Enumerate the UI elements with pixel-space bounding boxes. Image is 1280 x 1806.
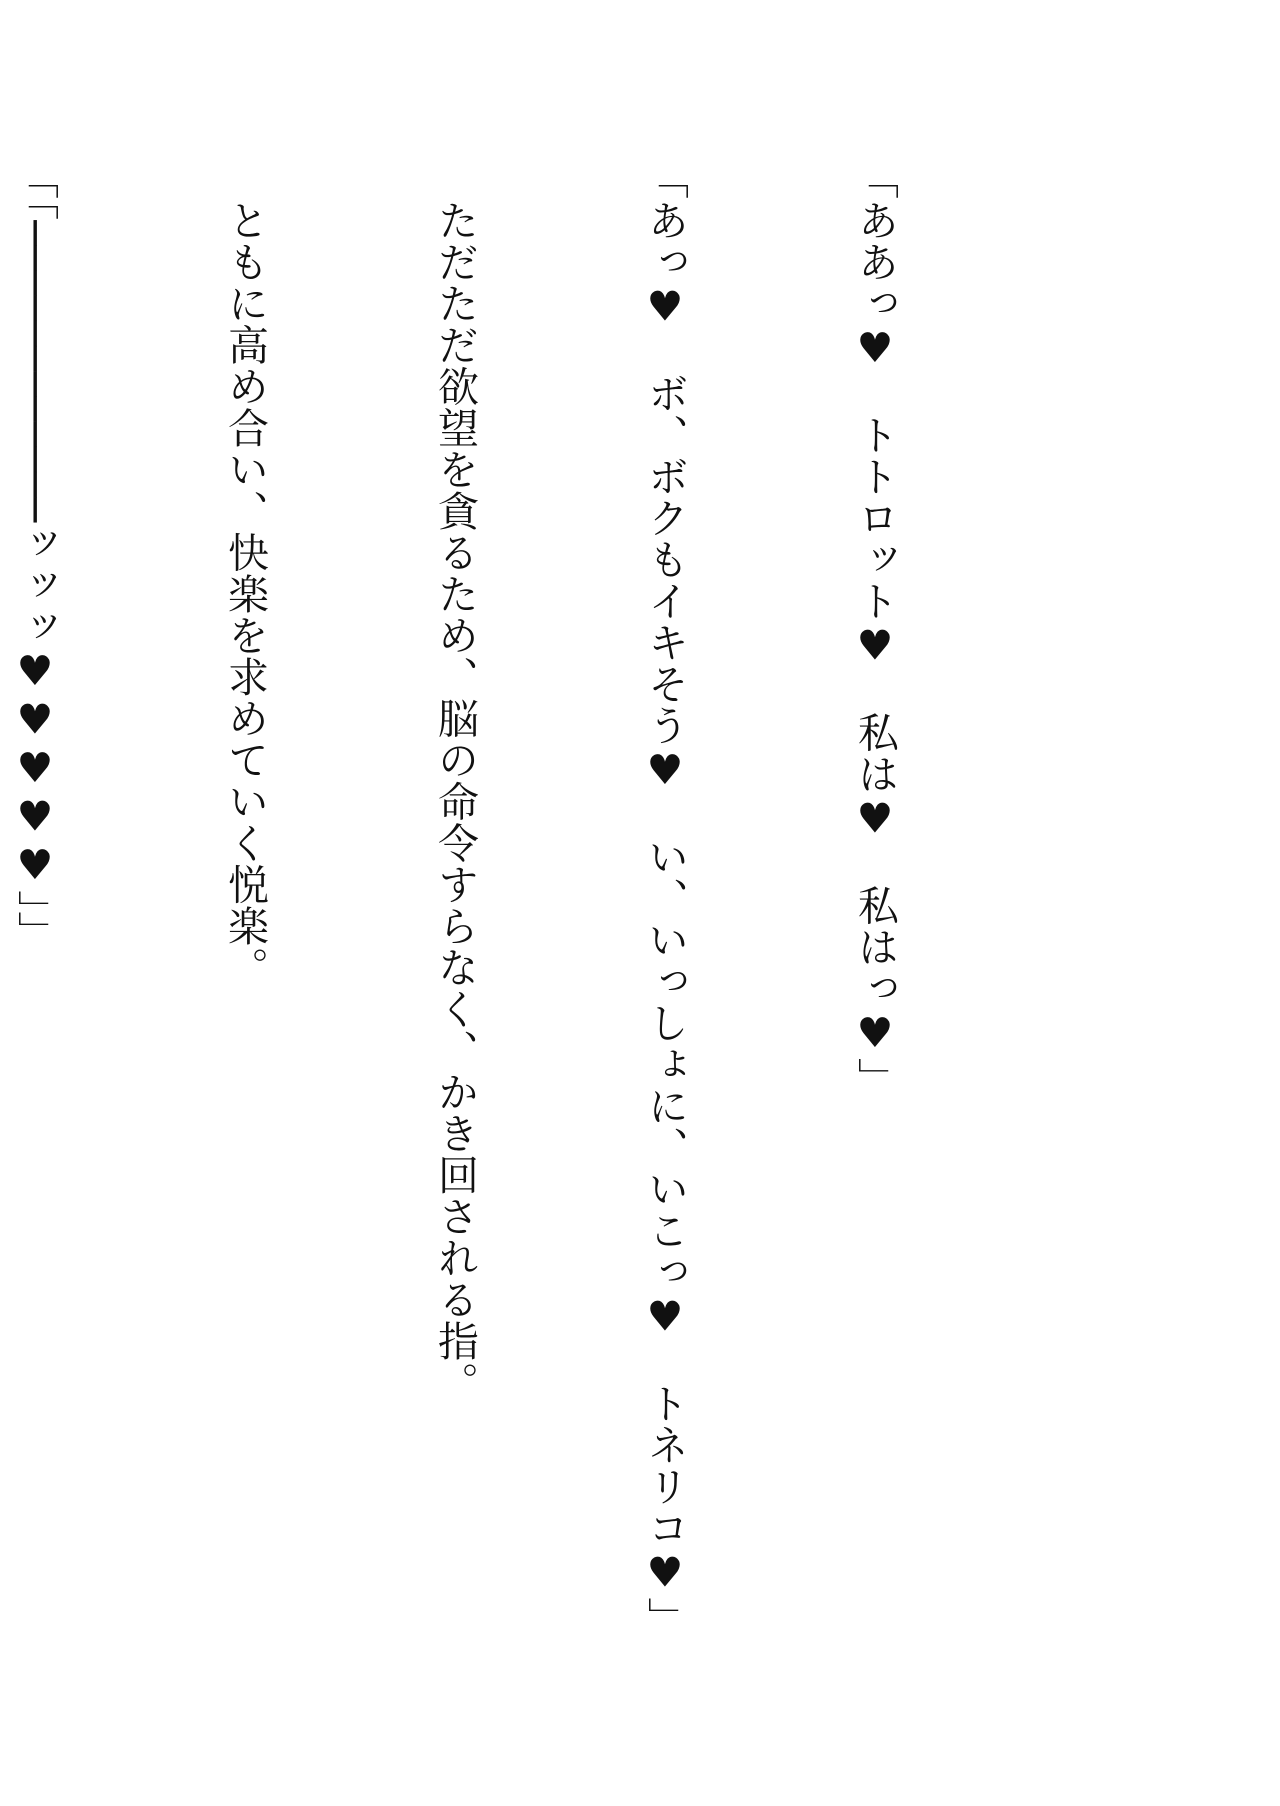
text-line-3: ただただ欲望を貪るため、脳の命令すらなく、かき回される指。: [431, 158, 479, 1403]
text-line-5: 「「────────────ッッッ♥♥♥♥♥」」: [11, 158, 59, 953]
text-line-2: 「あっ♥ ボ、ボクもイキそう♥ い、いっしょに、いこっ♥ トネリコ♥」: [641, 158, 689, 1639]
text-line-1: 「ああっ♥ トトロット♥ 私は♥ 私はっ♥」: [851, 158, 899, 1099]
vertical-text-block: [0, 158, 1050, 1639]
text-line-4: ともに高め合い、快楽を求めていく悦楽。: [221, 158, 269, 988]
